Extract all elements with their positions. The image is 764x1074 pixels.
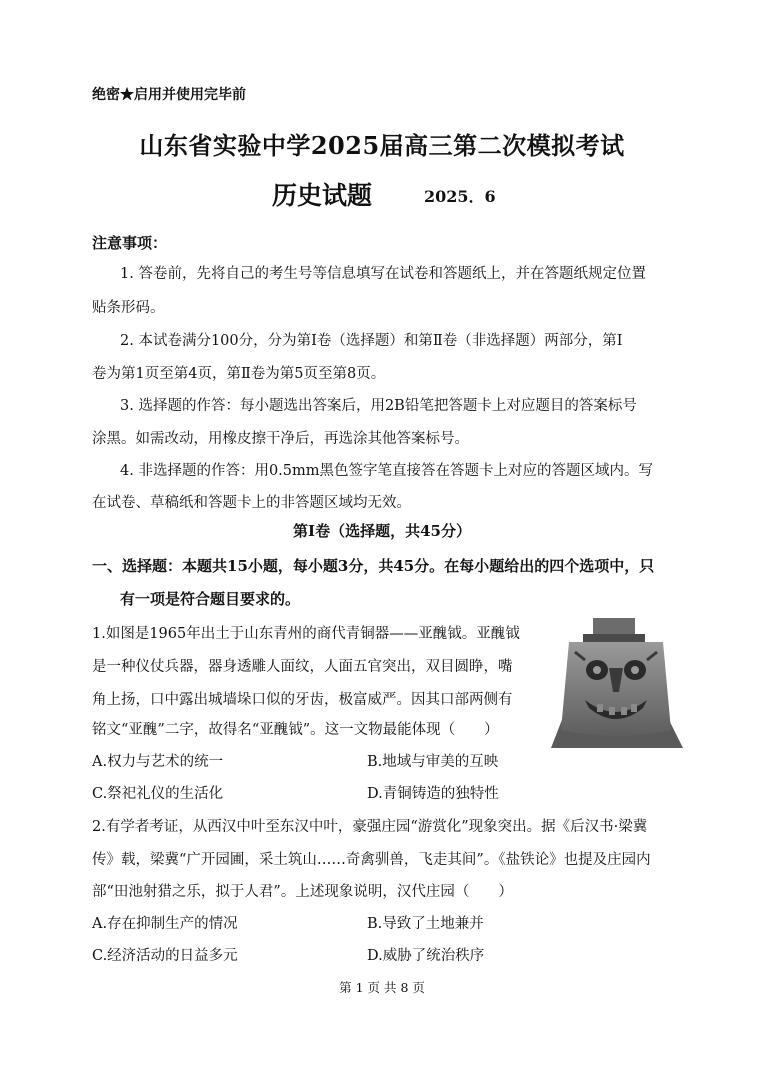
question-2-text: 2.有学者考证，从西汉中叶至东汉中叶，豪强庄园“游赏化”现象突出。据《后汉书·梁冀 (92, 819, 648, 835)
notice-line: 在试卷、草稿纸和答题卡上的非答题区域均无效。 (92, 495, 411, 511)
q2-option-a: A.存在抑制生产的情况 (92, 916, 238, 932)
notice-title: 注意事项： (92, 234, 168, 252)
question-1-text: 铭文“亚醜”二字，故得名“亚醜钺”。这一文物最能体现（ ） (92, 722, 499, 738)
q1-option-b: B.地域与审美的互映 (367, 754, 499, 770)
notice-line: 3. 选择题的作答：每小题选出答案后，用2B铅笔把答题卡上对应题目的答案标号 (120, 398, 637, 414)
notice-line: 4. 非选择题的作答：用0.5mm黑色签字笔直接答在答题卡上对应的答题区域内。写 (120, 463, 653, 479)
question-1-text: 角上扬，口中露出城墙垛口似的牙齿，极富威严。因其口部两侧有 (92, 692, 513, 708)
q1-option-d: D.青铜铸造的独特性 (367, 786, 499, 802)
notice-line: 1. 答卷前，先将自己的考生号等信息填写在试卷和答题纸上，并在答题纸规定位置 (120, 266, 646, 282)
confidentiality-tag: 绝密★启用并使用完毕前 (92, 87, 246, 103)
exam-title: 山东省实验中学2025届高三第二次模拟考试 (139, 131, 625, 160)
q2-option-b: B.导致了土地兼并 (367, 916, 484, 932)
page-footer: 第 1 页 共 8 页 (339, 980, 425, 995)
bronze-yue-axe-image (545, 612, 687, 752)
subject-title: 历史试题 (272, 181, 373, 210)
part-heading: 一、选择题：本题共15小题，每小题3分，共45分。在每小题给出的四个选项中，只 (92, 557, 655, 575)
q1-option-a: A.权力与艺术的统一 (92, 754, 224, 770)
notice-line: 涂黑。如需改动，用橡皮擦干净后，再选涂其他答案标号。 (92, 431, 469, 447)
q2-option-d: D.威胁了统治秩序 (367, 948, 485, 964)
question-1-text: 1.如图是1965年出土于山东青州的商代青铜器——亚醜钺。亚醜钺 (92, 626, 520, 642)
notice-line: 卷为第1页至第4页，第Ⅱ卷为第5页至第8页。 (92, 366, 386, 382)
exam-date: 2025．6 (424, 187, 496, 206)
q1-option-c: C.祭祀礼仪的生活化 (92, 786, 224, 802)
question-1-text: 是一种仪仗兵器，器身透雕人面纹，人面五官突出，双目圆睁，嘴 (92, 659, 513, 675)
question-2-text: 传》载，梁冀“广开园圃，采土筑山……奇禽驯兽，飞走其间”。《盐铁论》也提及庄园内 (92, 852, 651, 868)
notice-line: 2. 本试卷满分100分，分为第Ⅰ卷（选择题）和第Ⅱ卷（非选择题）两部分，第Ⅰ (120, 333, 623, 349)
question-2-text: 部“田池射猎之乐，拟于人君”。上述现象说明，汉代庄园（ ） (92, 884, 513, 900)
notice-line: 贴条形码。 (92, 300, 165, 316)
part-heading: 有一项是符合题目要求的。 (120, 590, 301, 608)
section-title: 第Ⅰ卷（选择题，共45分） (293, 522, 471, 540)
q2-option-c: C.经济活动的日益多元 (92, 948, 238, 964)
